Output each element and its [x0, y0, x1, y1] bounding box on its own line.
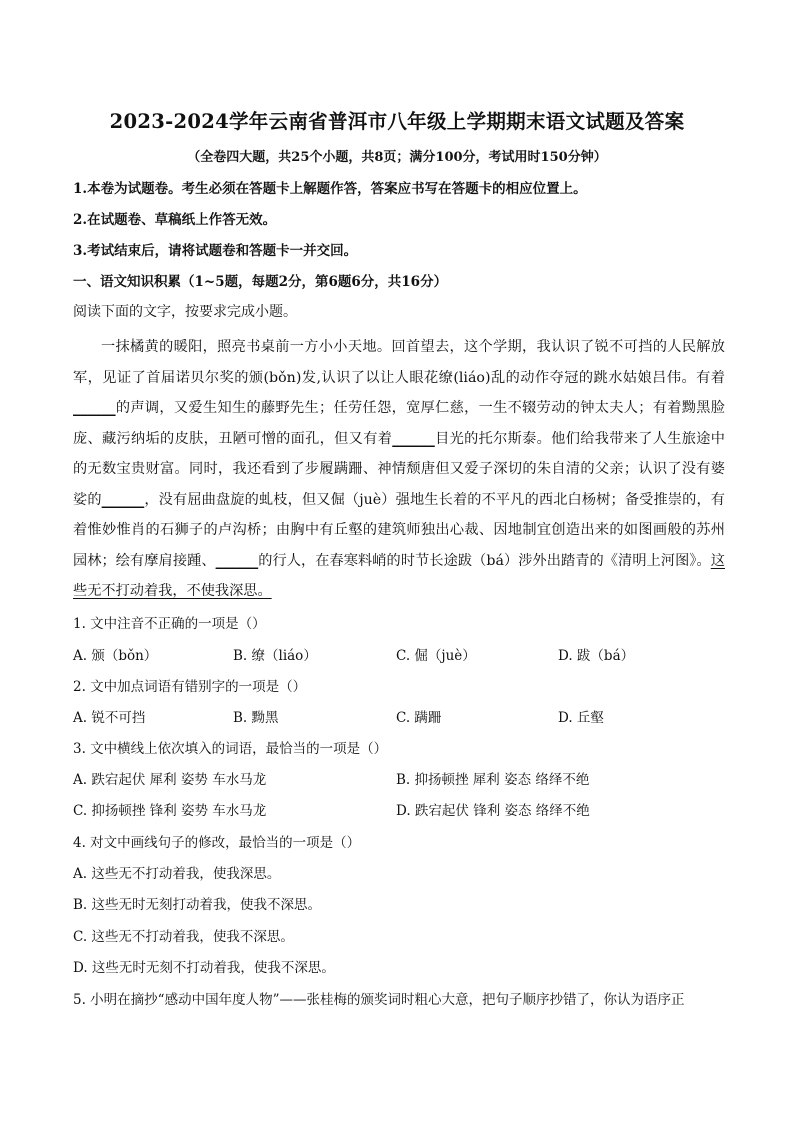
q3-option-d: D. 跌宕起伏 锋利 姿态 络绎不绝 — [396, 803, 590, 819]
q3-option-c: C. 抑扬顿挫 锋利 姿势 车水马龙 — [73, 803, 267, 819]
q1-option-a: A. 颁（bǒn） — [73, 648, 158, 664]
exam-title: 2023-2024学年云南省普洱市八年级上学期期末语文试题及答案 — [109, 110, 685, 133]
q3-option-b: B. 抑扬顿挫 犀利 姿态 络绎不绝 — [396, 772, 590, 788]
question-1-stem: 1. 文中注音不正确的一项是（） — [73, 616, 266, 632]
question-3-stem: 3. 文中横线上依次填入的词语，最恰当的一项是（） — [73, 741, 388, 757]
note-1: 1.本卷为试题卷。考生必须在答题卡上解题作答，答案应书写在答题卡的相应位置上。 — [73, 181, 587, 197]
q4-option-b: B. 这些无时无刻打动着我，使我不深思。 — [73, 897, 322, 913]
question-5-stem: 5. 小明在摘抄“感动中国年度人物”——张桂梅的颁奖词时粗心大意，把句子顺序抄错了，你认为语序正 — [73, 992, 685, 1008]
blank-1: ______ — [73, 400, 116, 416]
q2-option-a: A. 锐不可挡 — [73, 710, 146, 726]
blank-4: ______ — [215, 552, 259, 569]
q2-option-b: B. 黝黑 — [233, 710, 279, 726]
q2-option-d: D. 丘壑 — [558, 710, 604, 726]
q3-option-a: A. 跌宕起伏 犀利 姿势 车水马龙 — [73, 772, 267, 788]
q4-option-c: C. 这些无不打动着我，使我不深思。 — [73, 929, 294, 945]
passage-part-3: 目光的托尔斯泰。他们给我带来了人生旅途中的无数宝贵财富。同时，我还看到了步履蹒跚、神情颓唐但又爱子深切的朱自清的父亲；认识了没有婆娑的 — [73, 430, 725, 508]
section-title: 一、语文知识积累（1~5题，每题2分，第6题6分，共16分） — [73, 274, 448, 290]
passage-part-4: ，没有屈曲盘旋的虬枝，但又倔（juè）强地生长着的不平凡的西北白杨树；备受推崇的，有着惟妙惟肖的石狮子的卢沟桥；由胸中有丘壑的建筑师独出心裁、因地制宜创造出来的如图画般的苏州园林；绘有摩肩接踵、 — [73, 491, 725, 569]
passage-part-5: 的行人，在春寒料峭的时节长途跋（bá）涉外出踏青的《清明上河图》。 — [258, 552, 711, 569]
q4-option-a: A. 这些无不打动着我，使我深思。 — [73, 866, 281, 882]
q4-option-d: D. 这些无时无刻不打动着我，使我不深思。 — [73, 960, 335, 976]
instruction: 阅读下面的文字，按要求完成小题。 — [73, 304, 297, 320]
question-2-stem: 2. 文中加点词语有错别字的一项是（） — [73, 679, 307, 695]
blank-2: ______ — [392, 430, 435, 447]
q2-option-c: C. 蹒跚 — [396, 710, 442, 726]
blank-3: ______ — [101, 491, 145, 508]
passage-part-1: 一抹橘黄的暖阳，照亮书桌前一方小小天地。回首望去，这个学期，我认识了锐不可挡的人民解放军，见证了首届诺贝尔奖的颁(bǒn)发,认识了以让人眼花缭(liáo)乱的动作夺冠的跳水姑娘吕伟。有着 — [73, 339, 725, 386]
passage-part-2: 的声调，又爱生知生的藤野先生；任劳任怨，宽厚仁慈，一生不辍劳动的钟太夫人；有着黝黑脸庞、藏污纳垢的皮肤，丑陋可憎的面孔，但又有着 — [73, 400, 725, 447]
q1-option-c: C. 倔（juè） — [396, 648, 476, 664]
exam-subtitle: （全卷四大题，共25个小题，共8页；满分100分，考试用时150分钟） — [187, 150, 607, 165]
note-2: 2.在试题卷、草稿纸上作答无效。 — [73, 212, 277, 228]
q1-option-b: B. 缭（liáo） — [233, 648, 317, 664]
q1-option-d: D. 跋（bá） — [558, 648, 635, 664]
reading-passage — [73, 332, 725, 607]
question-4-stem: 4. 对文中画线句子的修改，最恰当的一项是（） — [73, 835, 361, 851]
note-3: 3.考试结束后，请将试题卷和答题卡一并交回。 — [73, 243, 358, 259]
underlined-sentence: 这些无不打动着我，不使我深思。 — [73, 552, 725, 599]
